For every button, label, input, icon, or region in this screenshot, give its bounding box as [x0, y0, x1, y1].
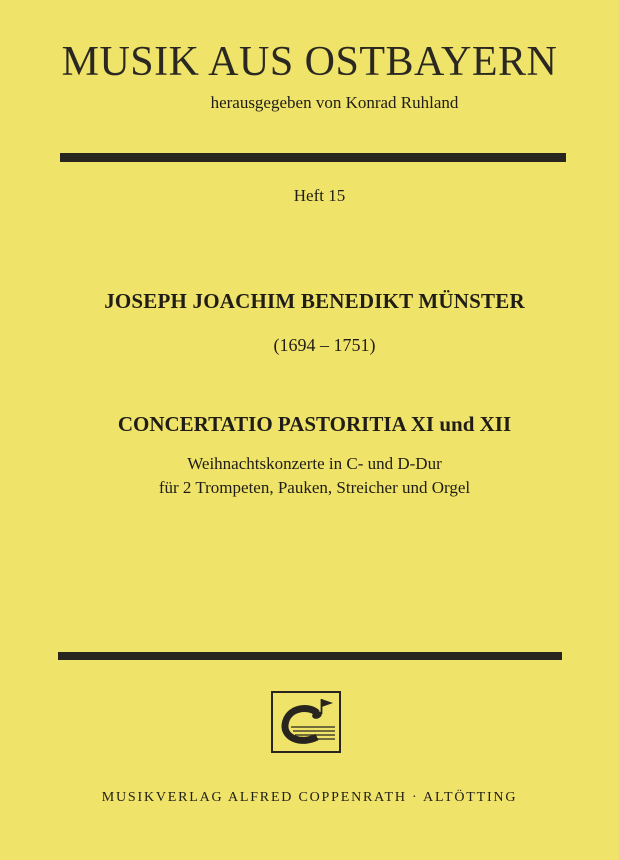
work-subtitle-line2: für 2 Trompeten, Pauken, Streicher und Orgel [158, 478, 471, 497]
series-editor: herausgegeben von Konrad Ruhland [210, 93, 459, 112]
composer-name: JOSEPH JOACHIM BENEDIKT MÜNSTER [104, 289, 525, 313]
work-subtitle-line1: Weihnachtskonzerte in C- und D-Dur [187, 454, 442, 473]
work-title: CONCERTATIO PASTORITIA XI und XII [117, 412, 512, 436]
series-title: MUSIK AUS OSTBAYERN [61, 39, 558, 85]
publisher-logo [271, 691, 341, 753]
publisher-name: MUSIKVERLAG ALFRED COPPENRATH · ALTÖTTING [101, 790, 518, 805]
bottom-divider [58, 652, 562, 660]
top-divider [60, 153, 566, 162]
composer-dates: (1694 – 1751) [273, 335, 376, 355]
music-note-c-logo-icon [273, 693, 339, 751]
issue-number: Heft 15 [293, 186, 346, 205]
